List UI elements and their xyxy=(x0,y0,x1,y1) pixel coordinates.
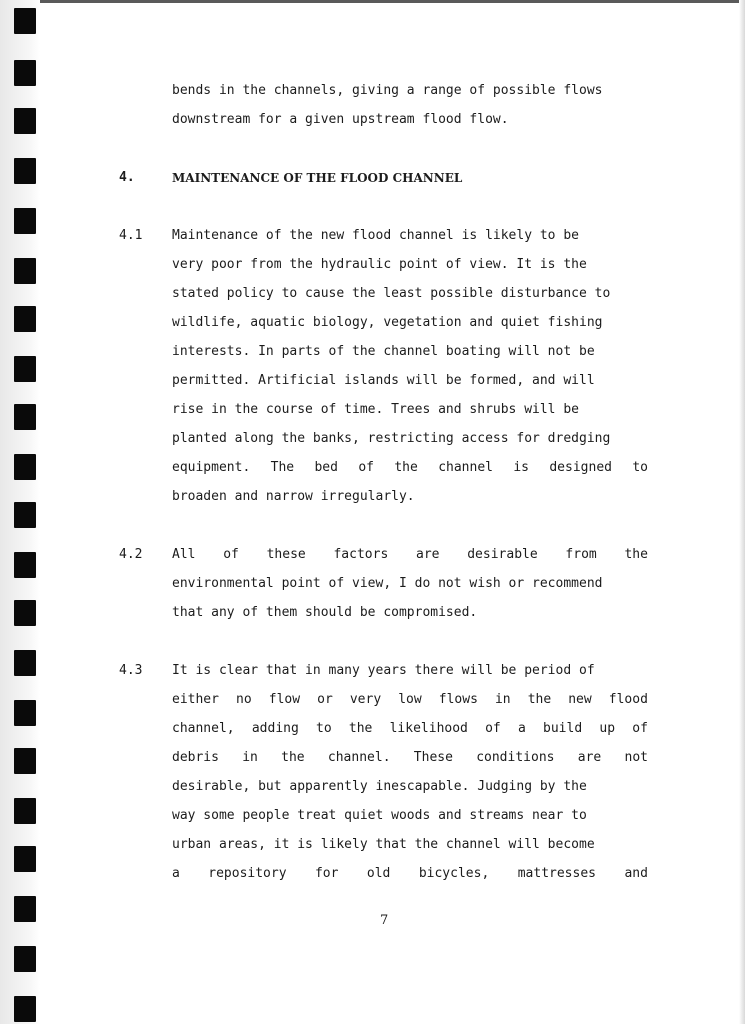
word: a xyxy=(517,721,526,736)
binding-hole xyxy=(14,946,36,972)
word: mattresses xyxy=(517,866,596,881)
word: the xyxy=(394,460,418,475)
word: debris xyxy=(172,750,219,765)
word: new xyxy=(568,692,592,707)
word: flow xyxy=(268,692,301,707)
body-line: desirable, but apparently inescapable. Judging by the xyxy=(172,779,587,794)
word: to xyxy=(632,460,648,475)
binding-hole xyxy=(14,454,36,480)
word: to xyxy=(316,721,332,736)
word: factors xyxy=(333,547,389,562)
word: build xyxy=(543,721,583,736)
paragraph-number: 4.3 xyxy=(119,663,143,678)
body-line: bends in the channels, giving a range of possible flows xyxy=(172,83,603,98)
binding-hole xyxy=(14,404,36,430)
binding-hole xyxy=(14,798,36,824)
body-line: downstream for a given upstream flood flow. xyxy=(172,112,509,127)
body-line-justified xyxy=(172,460,648,476)
binding-hole xyxy=(14,8,36,34)
body-line: It is clear that in many years there will be period of xyxy=(172,663,595,678)
word: very xyxy=(349,692,382,707)
word: adding xyxy=(251,721,299,736)
word: are xyxy=(416,547,440,562)
binding-hole xyxy=(14,108,36,134)
body-line: stated policy to cause the least possible disturbance to xyxy=(172,286,611,301)
word: or xyxy=(317,692,333,707)
word: are xyxy=(577,750,602,765)
word: not xyxy=(624,750,648,765)
body-line: permitted. Artificial islands will be formed, and will xyxy=(172,373,595,388)
word: either xyxy=(172,692,219,707)
word: from xyxy=(565,547,597,562)
page-right-edge xyxy=(739,0,745,1024)
body-line: broaden and narrow irregularly. xyxy=(172,489,415,504)
word: channel, xyxy=(172,721,235,736)
body-line: very poor from the hydraulic point of view. It is the xyxy=(172,257,587,272)
word: of xyxy=(632,721,648,736)
word: likelihood xyxy=(389,721,468,736)
word: bicycles, xyxy=(418,866,490,881)
word: equipment. xyxy=(172,460,251,475)
body-line: wildlife, aquatic biology, vegetation and quiet fishing xyxy=(172,315,603,330)
binding-hole xyxy=(14,846,36,872)
section-number: 4. xyxy=(119,170,135,185)
body-line-justified xyxy=(172,547,648,563)
binding-hole xyxy=(14,700,36,726)
body-line: environmental point of view, I do not wish or recommend xyxy=(172,576,603,591)
word: channel xyxy=(438,460,493,475)
body-line-justified xyxy=(172,750,648,766)
word: a xyxy=(172,866,180,881)
binding-hole xyxy=(14,502,36,528)
word: for xyxy=(314,866,339,881)
word: These xyxy=(413,750,453,765)
word: old xyxy=(366,866,391,881)
binding-hole xyxy=(14,356,36,382)
word: and xyxy=(624,866,648,881)
body-line: urban areas, it is likely that the channel will become xyxy=(172,837,595,852)
word: in xyxy=(494,692,511,707)
binding-hole xyxy=(14,996,36,1022)
word: designed xyxy=(549,460,612,475)
binding-hole xyxy=(14,258,36,284)
word: these xyxy=(266,547,306,562)
binding-hole xyxy=(14,306,36,332)
word: the xyxy=(624,547,648,562)
word: The xyxy=(270,460,295,475)
paragraph-number: 4.1 xyxy=(119,228,143,243)
body-line: that any of them should be compromised. xyxy=(172,605,478,620)
word: the xyxy=(281,750,305,765)
binding-hole xyxy=(14,208,36,234)
body-line-justified xyxy=(172,866,648,882)
word: the xyxy=(348,721,373,736)
body-line: way some people treat quiet woods and streams near to xyxy=(172,808,587,823)
binding-hole xyxy=(14,600,36,626)
word: of xyxy=(485,721,501,736)
word: bed xyxy=(314,460,338,475)
binding-hole xyxy=(14,158,36,184)
word: All xyxy=(172,547,196,562)
word: low xyxy=(398,692,422,707)
binding-hole xyxy=(14,552,36,578)
word: is xyxy=(513,460,529,475)
binding-hole xyxy=(14,748,36,774)
body-line: planted along the banks, restricting access for dredging xyxy=(172,431,611,446)
section-title: MAINTENANCE OF THE FLOOD CHANNEL xyxy=(172,171,463,185)
body-line-justified xyxy=(172,692,648,708)
paragraph-number: 4.2 xyxy=(119,547,143,562)
word: channel. xyxy=(327,750,391,765)
spiral-binding xyxy=(0,0,40,1024)
body-line: rise in the course of time. Trees and shrubs will be xyxy=(172,402,579,417)
page-top-edge xyxy=(0,0,745,3)
word: flows xyxy=(438,692,478,707)
body-line: interests. In parts of the channel boating will not be xyxy=(172,344,595,359)
word: of xyxy=(358,460,374,475)
binding-hole xyxy=(14,60,36,86)
page-number: 7 xyxy=(380,913,389,928)
word: desirable xyxy=(467,547,538,562)
word: flood xyxy=(608,692,648,707)
word: the xyxy=(527,692,552,707)
word: in xyxy=(242,750,258,765)
word: of xyxy=(223,547,239,562)
word: repository xyxy=(208,866,287,881)
binding-hole xyxy=(14,650,36,676)
binding-hole xyxy=(14,896,36,922)
word: conditions xyxy=(476,750,555,765)
body-line-justified xyxy=(172,721,648,737)
word: no xyxy=(236,692,252,707)
word: up xyxy=(599,721,616,736)
body-line: Maintenance of the new flood channel is likely to be xyxy=(172,228,579,243)
